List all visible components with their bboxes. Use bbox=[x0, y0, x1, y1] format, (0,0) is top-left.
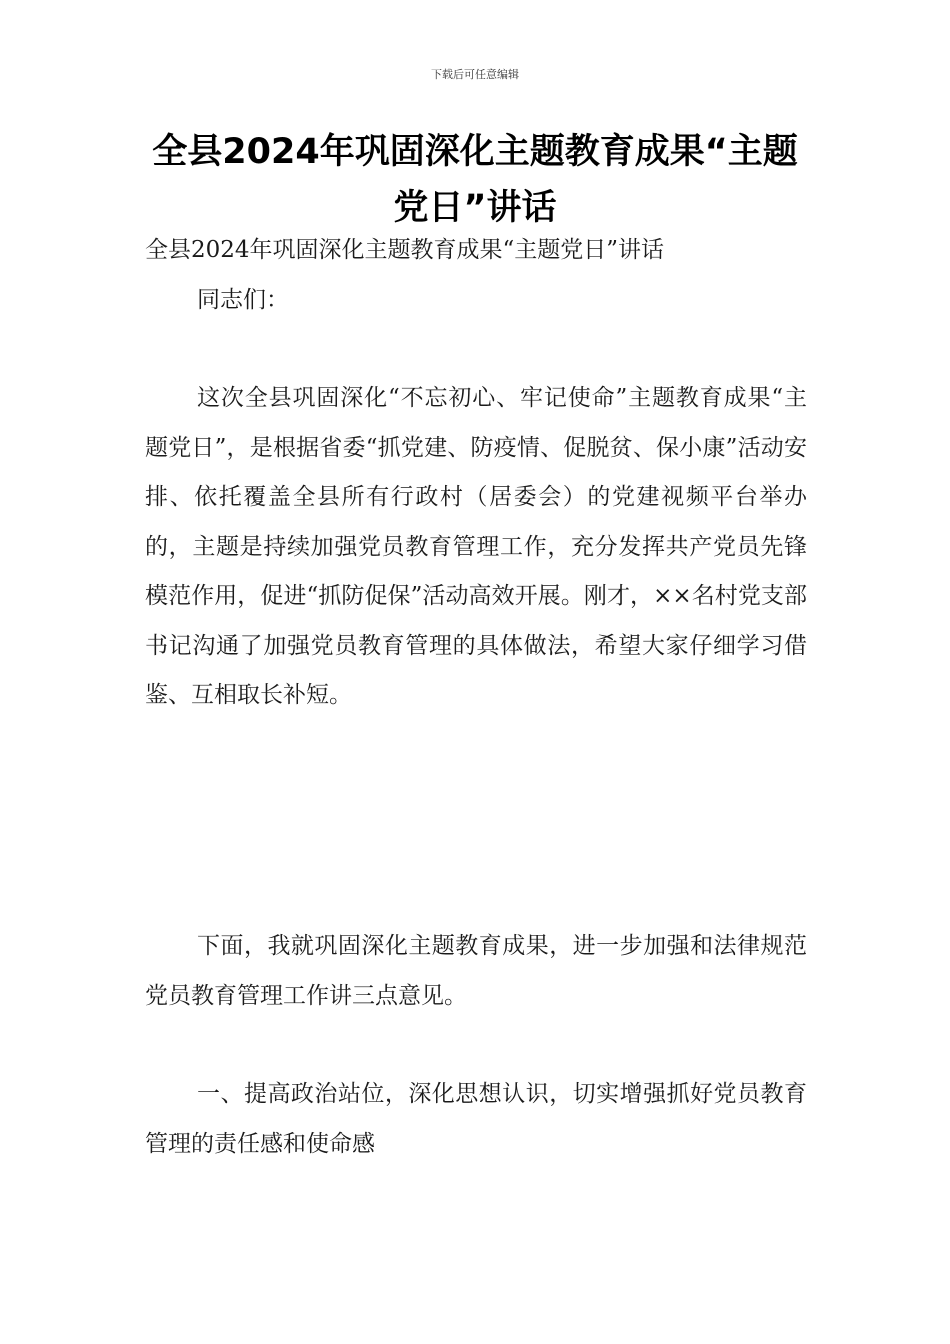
paragraph-text: 这次全县巩固深化“不忘初心、牢记使命”主题教育成果“主题党日”，是根据省委“抓党建、防疫情、促脱贫、保小康”活动安排、依托覆盖全县所有行政村（居委会）的党建视频平台举办的，主题是持续加强党员教育管理工作，充分发挥共产党员先锋模范作用，促进“抓防促保”活动高效开展。刚才，××名村党支部书记沟通了加强党员教育管理的具体做法，希望大家仔细学习借鉴、互相取长补短。 bbox=[145, 385, 807, 708]
title-repeat-line: 全县2024年巩固深化主题教育成果“主题党日”讲话 bbox=[145, 237, 665, 263]
document-title: 全县2024年巩固深化主题教育成果“主题党日”讲话 bbox=[152, 132, 798, 228]
paragraph-text: 下面，我就巩固深化主题教育成果，进一步加强和法律规范党员教育管理工作讲三点意见。 bbox=[145, 933, 807, 1009]
paragraph-intro bbox=[145, 374, 807, 721]
section-heading-one bbox=[145, 1070, 807, 1169]
paragraph-text: 一、提高政治站位，深化思想认识，切实增强抓好党员教育管理的责任感和使命感 bbox=[145, 1081, 807, 1157]
header-note: 下载后可任意编辑 bbox=[431, 68, 519, 81]
salutation: 同志们： bbox=[197, 287, 289, 313]
paragraph-outline bbox=[145, 922, 807, 1021]
